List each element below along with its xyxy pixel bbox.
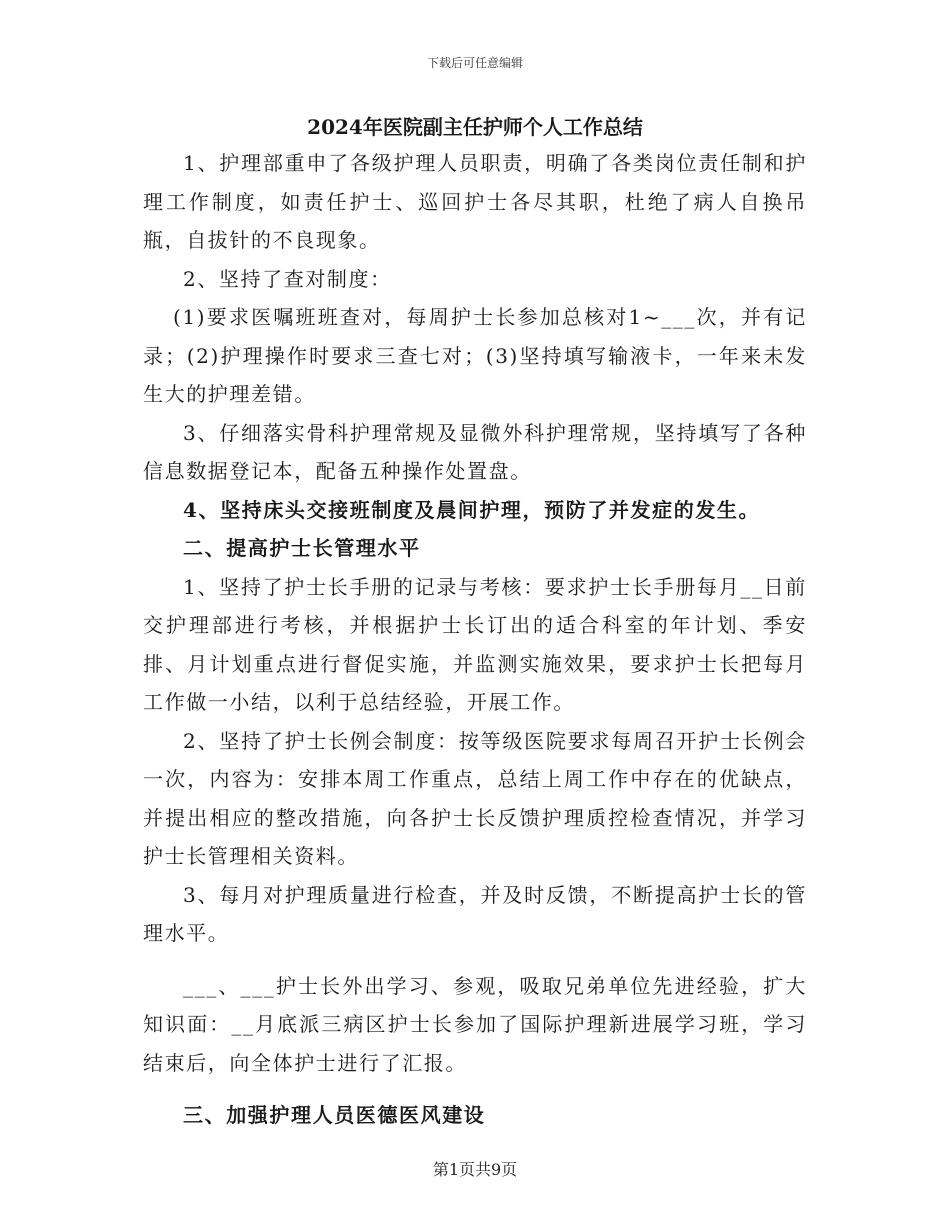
header-note: 下载后可任意编辑 bbox=[426, 56, 523, 70]
paragraph-manual: 1、坚持了护士长手册的记录与考核：要求护士长手册每月__日前交护理部进行考核，并根据护士长订出的适合科室的年计划、季安排、月计划重点进行督促实施，并监测实施效果，要求护士长把每月工作做一小结，以利于总结经验，开展工作。 bbox=[143, 574, 807, 714]
paragraph-handover: 4、坚持床头交接班制度及晨间护理，预防了并发症的发生。 bbox=[183, 497, 761, 522]
section-heading-ethics: 三、加强护理人员医德医风建设 bbox=[183, 1103, 486, 1127]
document-title: 2024年医院副主任护师个人工作总结 bbox=[307, 115, 643, 139]
paragraph-study: ___、___护士长外出学习、参观，吸取兄弟单位先进经验，扩大知识面：__月底派三病区护士长参加了国际护理新进展学习班，学习结束后，向全体护士进行了汇报。 bbox=[143, 973, 807, 1075]
paragraph-duty: 1、护理部重申了各级护理人员职责，明确了各类岗位责任制和护理工作制度，如责任护士、巡回护士各尽其职，杜绝了病人自换吊瓶，自拔针的不良现象。 bbox=[143, 151, 807, 252]
paragraph-check-details: (1)要求医嘱班班查对，每周护士长参加总核对1~___次，并有记录；(2)护理操作时要求三查七对；(3)坚持填写输液卡，一年来未发生大的护理差错。 bbox=[143, 305, 807, 406]
paragraph-quality: 3、每月对护理质量进行检查，并及时反馈，不断提高护士长的管理水平。 bbox=[143, 882, 807, 945]
paragraph-check-system: 2、坚持了查对制度： bbox=[183, 266, 392, 291]
section-heading-management: 二、提高护士长管理水平 bbox=[183, 536, 421, 560]
paragraph-routine: 3、仔细落实骨科护理常规及显微外科护理常规，坚持填写了各种信息数据登记本，配备五种操作处置盘。 bbox=[143, 420, 807, 483]
page-number: 第1页共9页 bbox=[432, 1160, 518, 1179]
document-body bbox=[143, 112, 807, 1135]
paragraph-meeting: 2、坚持了护士长例会制度：按等级医院要求每周召开护士长例会一次，内容为：安排本周工作重点，总结上周工作中存在的优缺点，并提出相应的整改措施，向各护士长反馈护理质控检查情况，并学习护士长管理相关资料。 bbox=[143, 728, 807, 868]
